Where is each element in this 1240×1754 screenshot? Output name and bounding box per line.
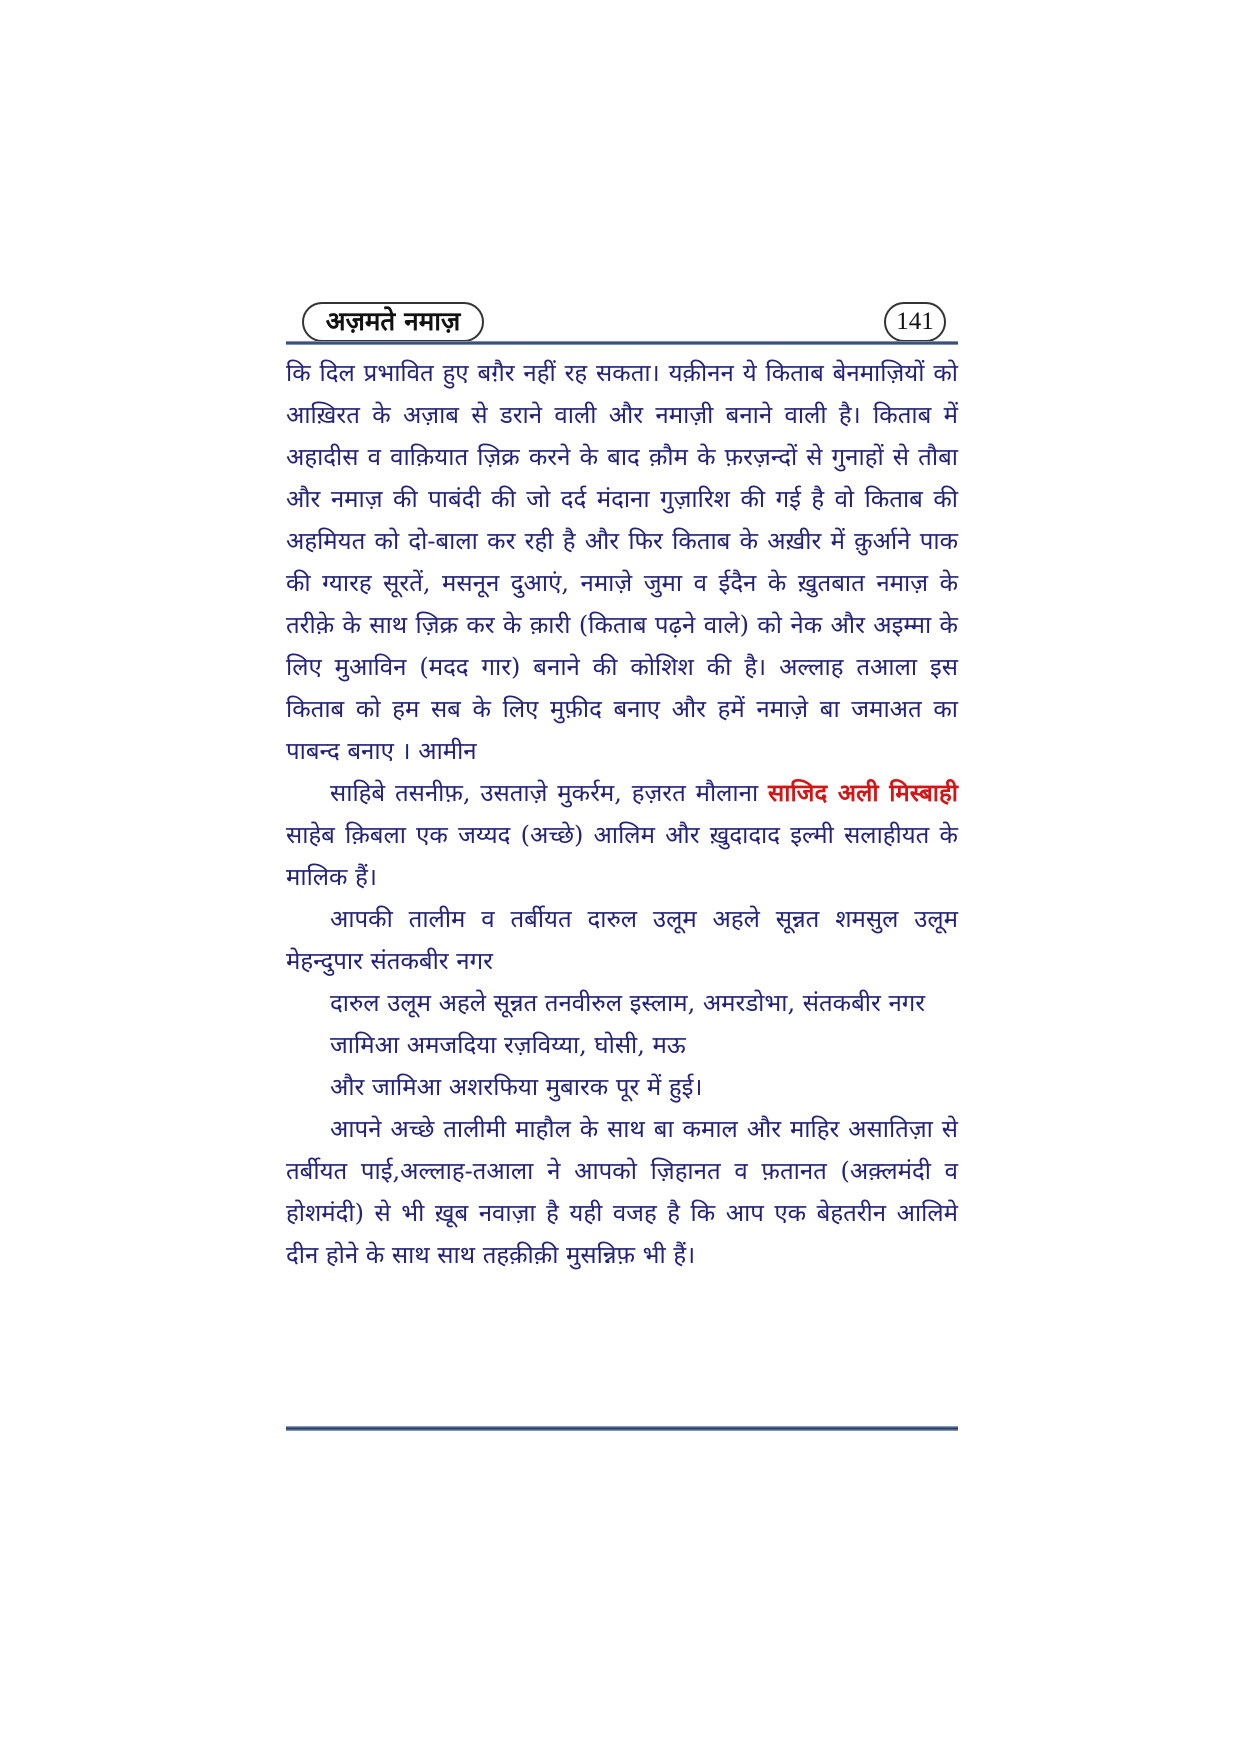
header-rule: [286, 341, 958, 345]
author-name-highlight: साजिद अली मिस्बाही: [768, 778, 958, 807]
author-intro-text: साहिबे तसनीफ़, उसताज़े मुकर्रम, हज़रत मौलाना: [330, 779, 769, 807]
paragraph-education-2: दारुल उलूम अहले सून्नत तनवीरुल इस्लाम, अमरडोभा, संतकबीर नगर: [330, 989, 926, 1017]
paragraph-author-intro: [286, 772, 958, 898]
author-intro-rest: साहेब क़िबला एक जय्यद (अच्छे) आलिम और ख़ुदादाद इल्मी सलाहीयत के मालिक हैं।: [286, 821, 958, 891]
paragraph-education-4: और जामिआ अशरफिया मुबारक पूर में हुई।: [330, 1073, 703, 1101]
footer-rule: [286, 1426, 958, 1431]
paragraph-education-3: जामिआ अमजदिया रज़विय्या, घोसी, मऊ: [330, 1031, 686, 1059]
paragraph-continued: कि दिल प्रभावित हुए बग़ैर नहीं रह सकता। यक़ीनन ये किताब बेनमाज़ियों को आख़िरत के अज़ाब से डराने वाली और नमाज़ी बनाने वाली है। किताब में अहादीस व वाक़ियात ज़िक्र करने के बाद क़ौम के फ़रज़न्दों से गुनाहों से तौबा और नमाज़ की पाबंदी की जो दर्द मंदाना गुज़ारिश की गई है वो किताब की अहमियत को दो-बाला कर रही है और फिर किताब के अख़ीर में क़ुर्आने पाक की ग्यारह सूरतें, मसनून दुआएं, नमाज़े जुमा व ईदैन के ख़ुतबात नमाज़ के तरीक़े के साथ ज़िक्र कर के क़ारी (किताब पढ़ने वाले) को नेक और अइम्मा के लिए मुआविन (मदद गार) बनाने की कोशिश की है। अल्लाह तआला इस किताब को हम सब के लिए मुफ़ीद बनाए और हमें नमाज़े बा जमाअत का पाबन्द बनाए । आमीन: [286, 359, 958, 765]
body-text: [286, 352, 958, 1276]
paragraph-education-1: आपकी तालीम व तर्बीयत दारुल उलूम अहले सून्नत शमसुल उलूम मेहन्दुपार संतकबीर नगर: [286, 905, 958, 975]
page-number: 141: [884, 302, 946, 342]
book-title: अज़मते नमाज़: [302, 302, 484, 342]
page-header: [286, 300, 958, 346]
paragraph-author-merits: आपने अच्छे तालीमी माहौल के साथ बा कमाल और माहिर असातिज़ा से तर्बीयत पाई,अल्लाह-तआला ने आपको ज़िहानत व फ़तानत (अक़्लमंदी व होशमंदी) से भी ख़ूब नवाज़ा है यही वजह है कि आप एक बेहतरीन आलिमे दीन होने के साथ साथ तहक़ीक़ी मुसन्निफ़ भी हैं।: [286, 1115, 958, 1269]
